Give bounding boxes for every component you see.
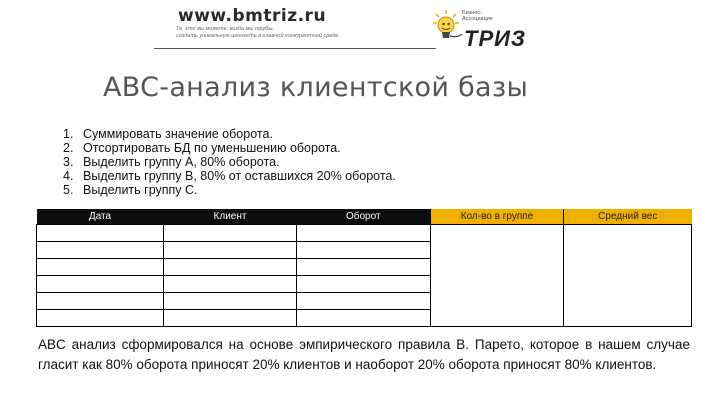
column-header-average-weight: Средний вес [564, 209, 692, 225]
tagline-line: Те, кто вы можете, когда мы трубы, [176, 26, 274, 32]
list-item [63, 127, 396, 141]
table-header-row [37, 209, 692, 225]
logo-caption [462, 10, 522, 22]
table-cell [164, 259, 297, 276]
table-cell [297, 242, 431, 259]
pareto-explanation: ABC анализ сформировался на основе эмпирического правила В. Парето, которое в нашем случае гласит как 80% оборота приносят 20% клиентов и наоборот 20% оборота приносят 80% клиентов. [38, 337, 690, 372]
list-item [63, 155, 396, 169]
table-cell [164, 293, 297, 310]
column-header-date: Дата [37, 209, 164, 225]
column-header-turnover: Оборот [297, 209, 431, 225]
site-tagline [176, 26, 338, 39]
table-cell [37, 276, 164, 293]
step-number: 4. [63, 169, 74, 183]
table-cell [164, 242, 297, 259]
step-text: Выделить группу С. [83, 183, 198, 197]
step-number: 1. [63, 127, 74, 141]
table-row [37, 225, 692, 242]
step-number: 5. [63, 183, 74, 197]
table-cell [164, 276, 297, 293]
logo-name: ТРИЗ [464, 26, 527, 51]
lightbulb-icon [432, 8, 466, 48]
tagline-line: создать уникальную ценность в главной конкурентной среде [176, 32, 339, 39]
list-item [63, 183, 396, 197]
column-header-client: Клиент [164, 209, 297, 225]
page-title: ABC-анализ клиентской базы [103, 72, 529, 103]
table-cell [37, 225, 164, 242]
table-cell [297, 310, 431, 327]
table-cell [37, 293, 164, 310]
triz-logo [432, 8, 542, 50]
column-header-group-count: Кол-во в группе [431, 209, 564, 225]
table-cell-group-count [431, 225, 564, 327]
table-cell [37, 310, 164, 327]
step-text: Суммировать значение оборота. [83, 127, 273, 141]
table-cell [297, 225, 431, 242]
table-body [37, 225, 692, 327]
logo-caption-line: Ассоциация [462, 16, 493, 22]
table-cell [37, 242, 164, 259]
table-cell [37, 259, 164, 276]
table-cell-average-weight [564, 225, 692, 327]
list-item [63, 169, 396, 183]
step-text: Выделить группу А, 80% оборота. [83, 155, 280, 169]
step-number: 3. [63, 155, 74, 169]
site-url: www.bmtriz.ru [178, 6, 327, 26]
logo-caption-line: Бизнес- [462, 10, 482, 16]
steps-list [63, 127, 396, 197]
step-text: Отсортировать БД по уменьшению оборота. [83, 141, 341, 155]
list-item [63, 141, 396, 155]
table-cell [297, 259, 431, 276]
header-divider [154, 48, 436, 49]
abc-table [36, 209, 692, 327]
table-cell [297, 276, 431, 293]
table-cell [164, 225, 297, 242]
step-number: 2. [63, 141, 74, 155]
table-cell [297, 293, 431, 310]
table-cell [164, 310, 297, 327]
step-text: Выделить группу В, 80% от оставшихся 20% оборота. [83, 169, 396, 183]
